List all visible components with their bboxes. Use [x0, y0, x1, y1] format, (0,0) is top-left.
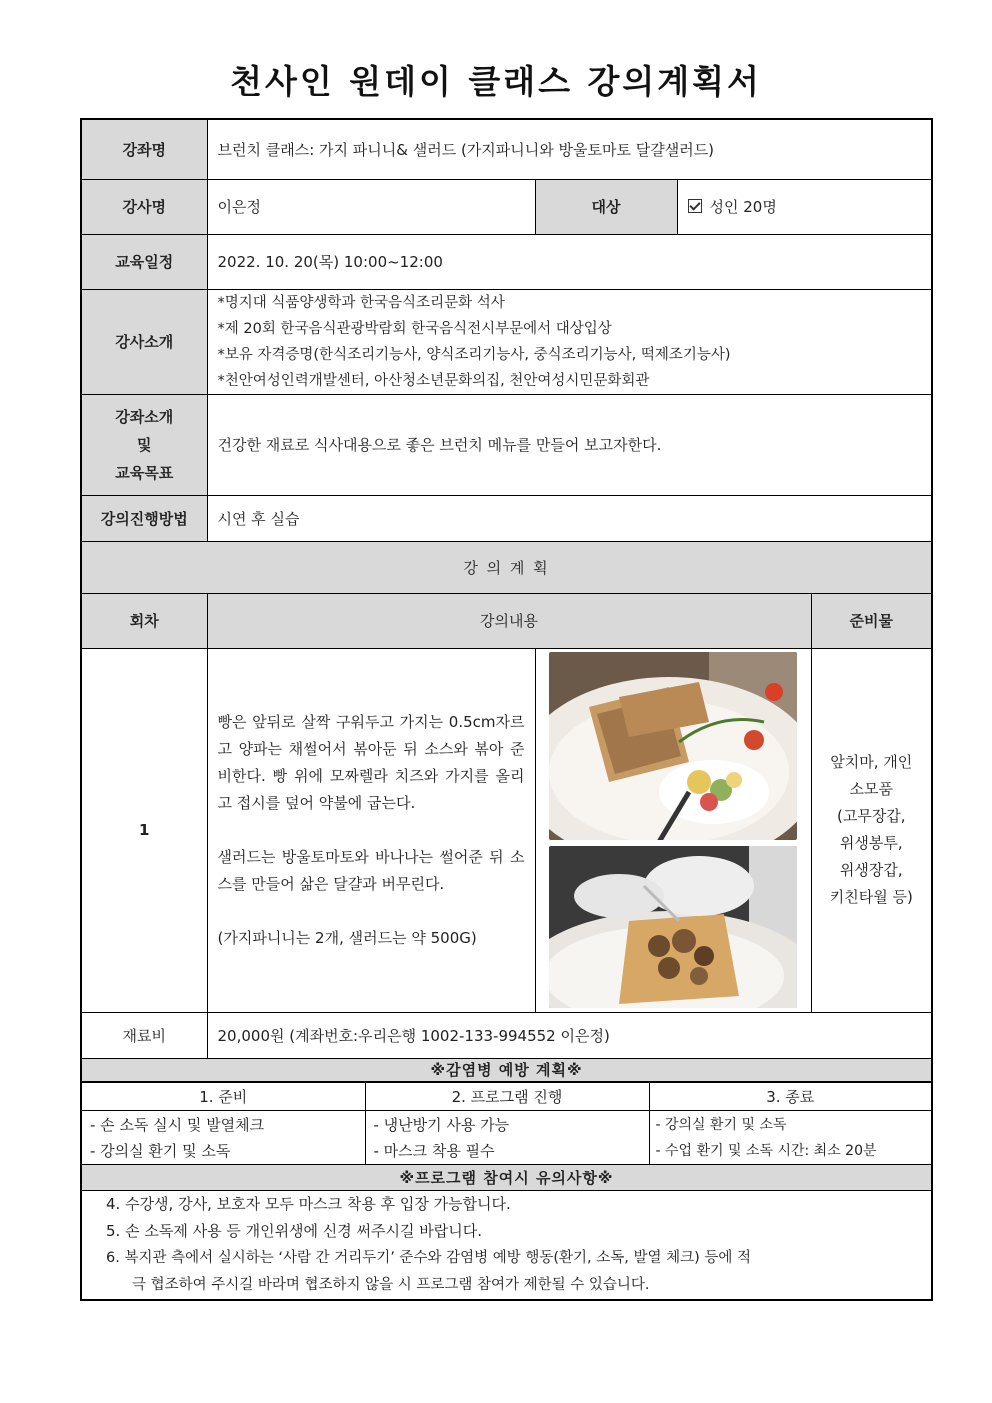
infection-heading: ※감염병 예방 계획※	[81, 1058, 932, 1082]
goal-value: 건강한 재료로 식사대용으로 좋은 브런치 메뉴를 만들어 보고자한다.	[207, 394, 932, 495]
content-header: 강의내용	[207, 593, 811, 648]
fee-row	[81, 1012, 932, 1058]
intro-line: *천안여성인력개발센터, 아산청소년문화의집, 천안여성시민문화회관	[217, 372, 650, 389]
goal-label-line: 및	[137, 435, 152, 454]
intro-line: *보유 자격증명(한식조리기능사, 양식조리기능사, 중식조리기능사, 떡제조기능사)	[217, 346, 731, 363]
infection-item: - 수업 환기 및 소독 시간: 최소 20분	[655, 1142, 877, 1159]
method-row	[81, 495, 932, 541]
lesson-paragraph: 샐러드는 방울토마토와 바나나는 썰어준 뒤 소스를 만들어 삶은 달걀과 버무린다.	[217, 847, 525, 893]
notes-list	[81, 1191, 932, 1301]
goal-label-line: 교육목표	[115, 463, 174, 482]
infection-item: - 냉난방기 사용 가능	[373, 1115, 510, 1134]
goal-row	[81, 394, 932, 495]
infection-col-title: 3. 종료	[649, 1082, 932, 1111]
plan-heading: 강 의 계 획	[81, 541, 932, 593]
notes-heading: ※프로그램 참여시 유의사항※	[81, 1165, 932, 1191]
prep-line: 소모품	[849, 780, 894, 798]
target-cell	[677, 179, 932, 234]
infection-item: - 손 소독 실시 및 발열체크	[90, 1115, 265, 1134]
checkbox-icon	[688, 199, 702, 213]
intro-label: 강사소개	[81, 289, 207, 394]
note-item: 6. 복지관 측에서 실시하는 ‘사람 간 거리두기’ 준수와 감염병 예방 행동(환기, 소독, 발열 체크) 등에 적	[106, 1250, 751, 1266]
lecture-plan-table	[80, 118, 933, 1083]
infection-item: - 강의실 환기 및 소독	[655, 1116, 787, 1133]
prep-line: 앞치마, 개인	[830, 753, 913, 771]
infection-col-items	[81, 1111, 365, 1165]
target-label: 대상	[535, 179, 677, 234]
intro-row	[81, 289, 932, 394]
prep-header: 준비물	[811, 593, 932, 648]
lesson-paragraph: 빵은 앞뒤로 살짝 구워두고 가지는 0.5cm자르고 양파는 채썰어서 볶아둔 뒤 소스와 볶아 준비한다. 빵 위에 모짜렐라 치즈와 가지를 올리고 접시를 덮어 약불에 굽는다.	[217, 712, 525, 812]
intro-lines	[207, 289, 932, 394]
course-value: 브런치 클래스: 가지 파니니& 샐러드 (가지파니니와 방울토마토 달걀샐러드)	[207, 119, 932, 179]
fee-value: 20,000원 (계좌번호:우리은행 1002-133-994552 이은정)	[207, 1012, 932, 1058]
sandwich-assembly-photo	[549, 846, 797, 1008]
note-item: 4. 수강생, 강사, 보호자 모두 마스크 착용 후 입장 가능합니다.	[106, 1195, 511, 1213]
panini-plate-photo	[549, 652, 797, 840]
goal-label	[81, 394, 207, 495]
infection-col-items	[365, 1111, 649, 1165]
course-label: 강좌명	[81, 119, 207, 179]
instructor-row	[81, 179, 932, 234]
lesson-paragraph: (가지파니니는 2개, 샐러드는 약 500G)	[217, 928, 477, 947]
session-header: 회차	[81, 593, 207, 648]
prep-line: 키친타월 등)	[829, 888, 913, 906]
fee-label: 재료비	[81, 1012, 207, 1058]
infection-table	[80, 1081, 933, 1301]
schedule-row	[81, 234, 932, 289]
prep-line: 위생장갑,	[839, 861, 903, 879]
note-item: 5. 손 소독제 사용 등 개인위생에 신경 써주시길 바랍니다.	[106, 1222, 483, 1240]
intro-line: *제 20회 한국음식관광박람회 한국음식전시부문에서 대상입상	[217, 320, 612, 337]
infection-col-title: 2. 프로그램 진행	[365, 1082, 649, 1111]
prep-line: 위생봉투,	[839, 834, 903, 852]
infection-item: - 마스크 착용 필수	[373, 1141, 495, 1160]
instructor-value: 이은정	[207, 179, 535, 234]
note-item: 극 협조하여 주시길 바라며 협조하지 않을 시 프로그램 참여가 제한될 수 있습니다.	[132, 1277, 650, 1293]
schedule-value: 2022. 10. 20(목) 10:00~12:00	[207, 234, 932, 289]
target-value: 성인 20명	[709, 198, 777, 216]
intro-line: *명지대 식품양생학과 한국음식조리문화 석사	[217, 294, 505, 311]
plan-body-row	[81, 648, 932, 1012]
schedule-label: 교육일정	[81, 234, 207, 289]
photo-cell	[535, 648, 811, 1012]
lesson-content	[207, 648, 535, 1012]
method-label: 강의진행방법	[81, 495, 207, 541]
prep-line: (고무장갑,	[836, 807, 906, 825]
plan-heading-row	[81, 541, 932, 593]
instructor-label: 강사명	[81, 179, 207, 234]
infection-heading-row	[81, 1058, 932, 1082]
method-value: 시연 후 실습	[207, 495, 932, 541]
course-row	[81, 119, 932, 179]
infection-col-items	[649, 1111, 932, 1165]
session-number: 1	[81, 648, 207, 1012]
prep-items	[811, 648, 932, 1012]
plan-header-row	[81, 593, 932, 648]
goal-label-line: 강좌소개	[115, 407, 174, 426]
infection-col-title: 1. 준비	[81, 1082, 365, 1111]
document-title: 천사인 원데이 클래스 강의계획서	[230, 62, 762, 101]
infection-item: - 강의실 환기 및 소독	[90, 1141, 231, 1160]
